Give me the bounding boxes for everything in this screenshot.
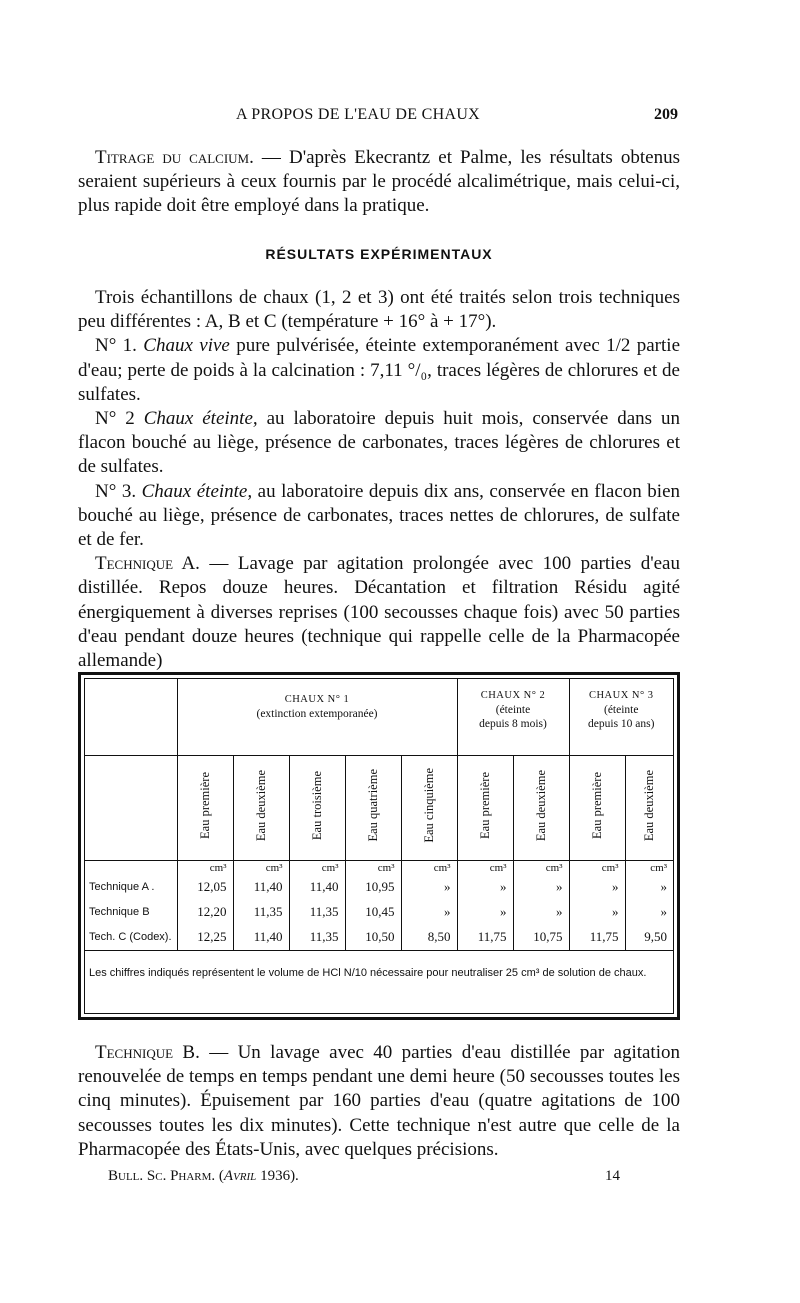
table-cell: 11,75 (457, 925, 513, 951)
intro-lead: Titrage du calcium. (95, 147, 254, 168)
group-header-chaux-1: CHAUX N° 1 (extinction extemporanée) (177, 679, 457, 755)
table-cell: 11,40 (289, 875, 345, 900)
column-header: Eau quatrième (345, 755, 401, 860)
paragraph-sample-1: N° 1. Chaux vive pure pulvérisée, éteinte extemporanément avec 1/2 partie d'eau; perte de poids à la calcination : 7,11 °/₀, traces légères de chlorures et de sulfates. (78, 335, 680, 405)
unit-cell: cm³ (513, 860, 569, 875)
column-header: Eau première (177, 755, 233, 860)
footer-citation: Bull. Sc. Pharm. (Avril 1936). (108, 1168, 299, 1184)
table-cell: 9,50 (625, 925, 673, 951)
table-cell: 11,35 (289, 900, 345, 925)
table-cell: » (660, 879, 667, 894)
paragraph-samples: Trois échantillons de chaux (1, 2 et 3) ont été traités selon trois techniques peu différentes : A, B et C (température + 16° à + 17°). (78, 287, 680, 333)
unit-cell: cm³ (457, 860, 513, 875)
technique-b-lead: Technique B. (95, 1042, 200, 1063)
table-row (85, 875, 673, 900)
column-header: Eau troisième (289, 755, 345, 860)
results-body (78, 286, 680, 673)
page-number: 209 (654, 106, 678, 123)
column-header: Eau deuxième (625, 755, 673, 860)
unit-cell: cm³ (289, 860, 345, 875)
running-title: A PROPOS DE L'EAU DE CHAUX (236, 106, 481, 123)
table-cell: » (513, 900, 569, 925)
table-cell: » (401, 875, 457, 900)
table-cell: 11,35 (233, 900, 289, 925)
column-header: Eau deuxième (513, 755, 569, 860)
table-cell: 12,20 (177, 900, 233, 925)
table-cell: 11,40 (233, 875, 289, 900)
table-cell: 11,35 (289, 925, 345, 951)
table-cell: » (457, 875, 513, 900)
table-cell: 10,50 (345, 925, 401, 951)
unit-cell: cm³ (569, 860, 625, 875)
table-cell: » (401, 900, 457, 925)
column-header: Eau cinquième (401, 755, 457, 860)
table-cell: 12,05 (177, 875, 233, 900)
table-cell: 12,25 (177, 925, 233, 951)
table-row (85, 900, 673, 925)
results-table-frame (78, 672, 680, 1020)
group-header-chaux-3: CHAUX N° 3 (éteinte depuis 10 ans) (569, 679, 673, 755)
table-cell: » (660, 904, 667, 919)
technique-b-text: — Un lavage avec 40 parties d'eau distillée par agitation renouvelée de temps en temps pendant une demi heure (50 secousses toutes les cinq minutes). Épuisement par 160 parties d'eau (quatre agitations de 100 secousses toutes les dix minutes). Cette technique n'est autre que celle de la Pharmacopée des États-Unis, avec quelques précisions. (78, 1042, 680, 1160)
intro-paragraph (78, 146, 680, 219)
table-cell: 10,45 (345, 900, 401, 925)
unit-cell: cm³ (345, 860, 401, 875)
table-cell: » (457, 900, 513, 925)
unit-row-label (85, 860, 177, 875)
column-header: Eau première (569, 755, 625, 860)
intro-text: — D'après Ekecrantz et Palme, les résultats obtenus seraient supérieurs à ceux fournis par le procédé alcalimétrique, mais celui-ci, plus rapide doit être employé dans la pratique. (78, 147, 680, 217)
technique-b-paragraph (78, 1041, 680, 1162)
row-label: Tech. C (Codex). (85, 925, 177, 951)
table-cell: 11,40 (233, 925, 289, 951)
unit-cell: cm³ (177, 860, 233, 875)
table-cell: 11,75 (569, 925, 625, 951)
running-header (78, 106, 678, 132)
table-cell: 10,75 (513, 925, 569, 951)
row-label: Technique A . (85, 875, 177, 900)
table-footnote: Les chiffres indiqués représentent le volume de HCl N/10 nécessaire pour neutraliser 25 cm³ de solution de chaux. (89, 967, 647, 979)
table-row (85, 925, 673, 951)
unit-cell: cm³ (233, 860, 289, 875)
group-header-chaux-2: CHAUX N° 2 (éteinte depuis 8 mois) (457, 679, 569, 755)
table-cell: 10,95 (345, 875, 401, 900)
unit-cell: cm³ (401, 860, 457, 875)
column-header: Eau première (457, 755, 513, 860)
unit-cell: cm³ (650, 861, 667, 874)
table-corner-cell (85, 679, 177, 755)
signature-mark: 14 (605, 1168, 620, 1184)
page-footer (78, 1168, 680, 1190)
table-cell: » (513, 875, 569, 900)
column-header: Eau deuxième (233, 755, 289, 860)
table-corner-cell-2 (85, 755, 177, 860)
table-cell: » (569, 875, 625, 900)
paragraph-technique-a: Technique A. — Lavage par agitation prolongée avec 100 parties d'eau distillée. Repos douze heures. Décantation et filtration Résidu agité énergiquement à diverses reprises (100 secousses chaque fois) avec 50 parties d'eau pendant douze heures (technique qui rappelle celle de la Pharmacopée allemande) (78, 553, 680, 672)
table-cell: » (569, 900, 625, 925)
paragraph-sample-2: N° 2 Chaux éteinte, au laboratoire depuis huit mois, conservée dans un flacon bouché au liège, présence de carbonates, traces légères de chlorures et de sulfates. (78, 408, 680, 478)
section-heading: RÉSULTATS EXPÉRIMENTAUX (265, 246, 493, 262)
results-table (85, 679, 673, 951)
row-label: Technique B (85, 900, 177, 925)
paragraph-sample-3: N° 3. Chaux éteinte, au laboratoire depuis dix ans, conservée en flacon bien bouché au liège, présence de carbonates, traces nettes de chlorures, de sulfate et de fer. (78, 480, 680, 551)
table-cell: 8,50 (401, 925, 457, 951)
